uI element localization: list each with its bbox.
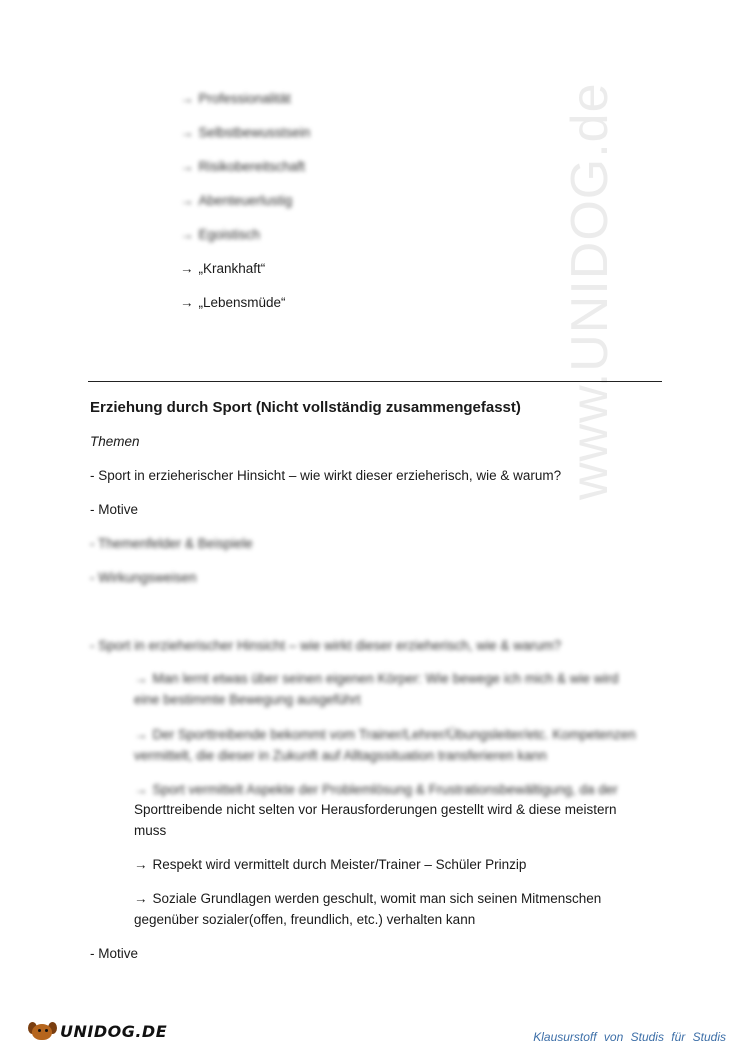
themes-label: Themen	[90, 434, 140, 449]
list-item: → Professionalität	[180, 91, 291, 106]
arrow-icon: →	[180, 159, 194, 174]
list-item: → „Lebensmüde“	[180, 295, 286, 310]
arrow-icon: →	[180, 125, 194, 140]
list-item: → Abenteuerlustig	[180, 193, 293, 208]
arrow-icon: →	[134, 857, 148, 872]
list-item: → „Krankhaft“	[180, 261, 266, 276]
arrow-icon: →	[180, 295, 194, 310]
arrow-icon: →	[134, 671, 148, 686]
watermark: www.UNIDOG.de	[561, 82, 619, 500]
arrow-icon: →	[134, 727, 148, 742]
arrow-icon: →	[180, 261, 194, 276]
theme-item: - Wirkungsweisen	[90, 570, 197, 585]
footer-tagline: Klausurstoff von Studis für Studis	[533, 1030, 726, 1044]
point-line: vermittelt, die dieser in Zukunft auf Alltagssituation transferieren kann	[134, 748, 547, 763]
point-line: eine bestimmte Bewegung ausgeführt	[134, 692, 361, 707]
list-item: → Egoistisch	[180, 227, 261, 242]
point-line: → Respekt wird vermittelt durch Meister/Trainer – Schüler Prinzip	[134, 857, 527, 872]
closing-item: - Motive	[90, 946, 139, 961]
footer-logo[interactable]	[26, 1018, 167, 1044]
list-item: → Selbstbewusstsein	[180, 125, 311, 140]
section-divider	[88, 381, 662, 382]
arrow-icon: →	[180, 91, 194, 106]
section-heading: Erziehung durch Sport (Nicht vollständig zusammengefasst)	[90, 399, 521, 416]
dog-logo-icon	[26, 1018, 58, 1044]
point-line: gegenüber sozialer(offen, freundlich, etc.) verhalten kann	[134, 912, 476, 927]
point-line: muss	[134, 823, 167, 838]
theme-item: - Motive	[90, 502, 139, 517]
point-line: → Soziale Grundlagen werden geschult, womit man sich seinen Mitmenschen	[134, 891, 602, 906]
arrow-icon: →	[180, 227, 194, 242]
theme-item: - Themenfelder & Beispiele	[90, 536, 253, 551]
arrow-icon: →	[134, 782, 148, 797]
list-item: → Risikobereitschaft	[180, 159, 306, 174]
point-line: → Man lernt etwas über seinen eigenen Körper: Wie bewege ich mich & wie wird	[134, 671, 619, 686]
theme-item: - Sport in erzieherischer Hinsicht – wie wirkt dieser erzieherisch, wie & warum?	[90, 468, 562, 483]
point-line: → Sport vermittelt Aspekte der Problemlösung & Frustrationsbewältigung, da der	[134, 782, 618, 797]
arrow-icon: →	[180, 193, 194, 208]
point-line: Sporttreibende nicht selten vor Herausforderungen gestellt wird & diese meistern	[134, 802, 617, 817]
arrow-icon: →	[134, 891, 148, 906]
subsection-heading: - Sport in erzieherischer Hinsicht – wie wirkt dieser erzieherisch, wie & warum?	[90, 638, 562, 653]
point-line: → Der Sporttreibende bekommt vom Trainer/Lehrer/Übungsleiter/etc. Kompetenzen	[134, 727, 636, 742]
brand-name: UNIDOG.DE	[60, 1021, 168, 1041]
